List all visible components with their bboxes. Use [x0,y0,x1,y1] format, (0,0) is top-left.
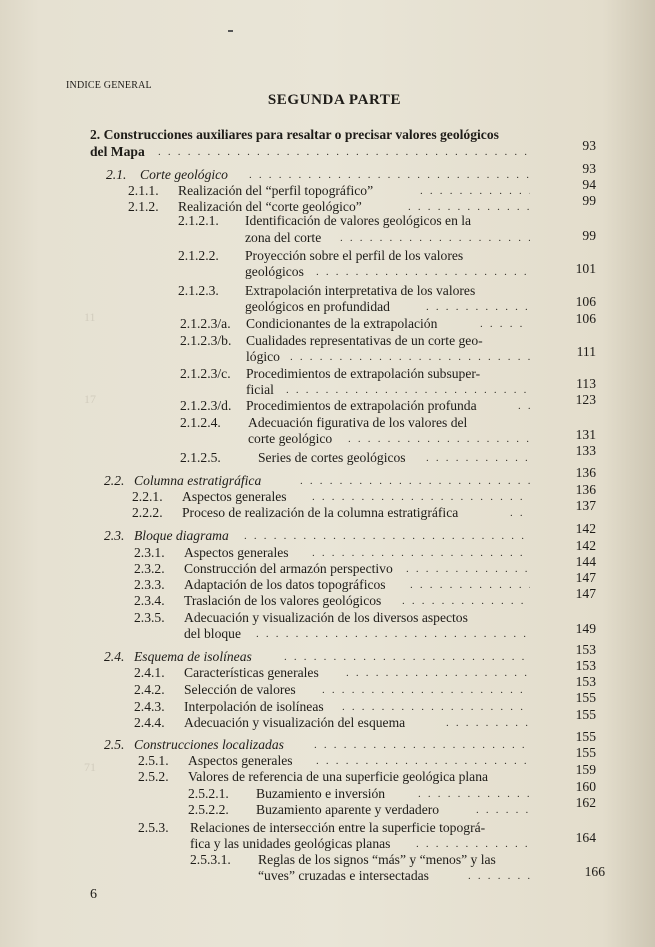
toc-page-number: 136 [575,465,596,480]
leader-dots [322,682,530,698]
toc-label: Traslación de los valores geológicos [184,593,382,608]
toc-code: 2.5.3.1. [190,852,231,867]
toc-label: Condicionantes de la extrapolación [246,316,438,331]
toc-code: 2.1.2.3/c. [180,366,231,381]
leader-dots [342,699,530,715]
toc-code: 2.2. [104,473,125,488]
toc-code: 2.4. [104,649,125,664]
toc-code: 2.3.5. [134,610,165,625]
toc-label: Construcción del armazón perspectivo [184,561,393,576]
toc-label: Realización del “corte geológico” [178,199,362,214]
toc-code: 2.5.3. [138,820,169,835]
leader-dots [518,398,530,414]
page-number: 6 [90,887,97,902]
toc-label-line2: geológicos en profundidad [245,299,390,314]
toc-page-number: 147 [575,586,596,601]
toc-page-number: 162 [575,795,596,810]
toc-label-line2: geológicos [245,264,304,279]
toc-label-line2: ficial [246,382,274,397]
leader-dots [314,737,530,753]
bleed-through: 71 [84,760,96,774]
toc-page-number: 123 [575,392,596,407]
leader-dots [406,561,530,577]
toc-code: 2.5.2.1. [188,786,229,801]
toc-label: Construcciones localizadas [134,737,284,752]
toc-label-line2: lógico [246,349,280,364]
bleed-through: 17 [84,392,96,406]
toc-code: 2.3.4. [134,593,165,608]
leader-dots [256,626,530,642]
toc-code: 2.1.2.5. [180,450,221,465]
toc-page-number: 113 [576,376,596,391]
toc-code: 2.5.1. [138,753,169,768]
toc-page-number: 153 [575,642,596,657]
leader-dots [312,489,530,505]
toc-code: 2.1.2.1. [178,213,219,228]
toc-label: Corte geológico [140,167,228,182]
toc-code: 2.2.1. [132,489,163,504]
chapter-title-line1: 2. Construcciones auxiliares para resaltar o precisar valores geológicos [90,127,499,142]
toc-label-line1: Cualidades representativas de un corte geo- [246,333,483,348]
toc-code: 2.4.4. [134,715,165,730]
toc-label: Procedimientos de extrapolación profunda [246,398,477,413]
toc-page-number: 153 [575,658,596,673]
leader-dots [468,868,530,884]
toc-code: 2.4.2. [134,682,165,697]
toc-page-number: 153 [575,674,596,689]
toc-label: Series de cortes geológicos [258,450,406,465]
print-mark [228,30,233,32]
toc-label-line2: zona del corte [245,230,322,245]
toc-page-number: 93 [582,161,596,176]
toc-label: Selección de valores [184,682,296,697]
toc-page-number: 160 [575,779,596,794]
toc-code: 2.1. [106,167,127,182]
leader-dots [284,649,530,665]
toc-page-number: 106 [575,294,596,309]
toc-label-line1: Identificación de valores geológicos en la [245,213,472,228]
toc-label: Valores de referencia de una superficie geológica plana [188,769,489,784]
leader-dots [410,577,530,593]
toc-label: Aspectos generales [182,489,287,504]
leader-dots [476,802,530,818]
toc-label-line1: Adecuación y visualización de los diversos aspectos [184,610,468,625]
toc-code: 2.2.2. [132,505,163,520]
toc-page-number: 99 [582,228,596,243]
leader-dots [480,316,530,332]
toc-page-number: 144 [575,554,596,569]
toc-code: 2.4.1. [134,665,165,680]
toc-page-number: 155 [575,745,596,760]
leader-dots [316,264,530,280]
chapter-title-line2: del Mapa [90,144,145,159]
toc-label: Realización del “perfil topográfico” [178,183,374,198]
leader-dots [244,528,530,544]
toc-label: Adecuación y visualización del esquema [184,715,406,730]
toc-label-line1: Reglas de los signos “más” y “menos” y las [258,852,496,867]
toc-page-number: 101 [575,261,596,276]
leader-dots [286,382,530,398]
toc-label: Bloque diagrama [134,528,229,543]
toc-code: 2.1.2.3/b. [180,333,232,348]
leader-dots [420,183,530,199]
toc-page-number: 136 [575,482,596,497]
toc-page-number: 142 [575,521,596,536]
toc-code: 2.4.3. [134,699,165,714]
toc-label-line2: “uves” cruzadas e intersectadas [258,868,429,883]
toc-label: Características generales [184,665,319,680]
toc-label-line1: Proyección sobre el perfil de los valores [245,248,464,263]
toc-code: 2.5. [104,737,125,752]
toc-page-number: 166 [584,864,605,879]
leader-dots [446,715,530,731]
toc-label: Aspectos generales [184,545,289,560]
toc-code: 2.1.2.3/a. [180,316,231,331]
toc-code: 2.1.2.3/d. [180,398,232,413]
leader-dots [290,349,530,365]
toc-label-line1: Adecuación figurativa de los valores del [248,415,468,430]
toc-code: 2.1.1. [128,183,159,198]
leader-dots [426,450,530,466]
toc-page-number: 94 [582,177,596,192]
toc-code: 2.1.2.4. [180,415,221,430]
toc-code: 2.1.2.3. [178,283,219,298]
leader-dots [418,786,530,802]
toc-page-number: 111 [576,344,596,359]
toc-code: 2.3. [104,528,125,543]
toc-code: 2.3.1. [134,545,165,560]
toc-label: Adaptación de los datos topográficos [184,577,386,592]
toc-page-number: 142 [575,538,596,553]
leader-dots [416,836,530,852]
bleed-through: 11 [84,310,96,324]
toc-page-number: 137 [575,498,596,513]
toc-code: 2.5.2.2. [188,802,229,817]
toc-label: Buzamiento aparente y verdadero [256,802,440,817]
toc-page-number: 106 [575,311,596,326]
toc-label-line1: Relaciones de intersección entre la superficie topográ- [190,820,486,835]
toc-label-line1: Procedimientos de extrapolación subsuper- [246,366,481,381]
leader-dots [300,473,530,489]
toc-code: 2.3.3. [134,577,165,592]
toc-label-line2: del bloque [184,626,242,641]
toc-label: Buzamiento e inversión [256,786,386,801]
chapter-page-number: 93 [582,138,596,153]
leader-dots [340,230,530,246]
leader-dots [346,665,530,681]
toc-page-number: 147 [575,570,596,585]
leader-dots [158,144,530,160]
leader-dots [249,167,530,183]
toc-label: Esquema de isolíneas [134,649,252,664]
toc-page-number: 133 [575,443,596,458]
toc-page-number: 155 [575,729,596,744]
toc-label-line2: fica y las unidades geológicas planas [190,836,391,851]
toc-page-number: 131 [575,427,596,442]
running-head: INDICE GENERAL [66,80,152,91]
toc-label-line1: Extrapolación interpretativa de los valores [245,283,476,298]
toc-code: 2.3.2. [134,561,165,576]
leader-dots [510,505,530,521]
toc-page-number: 155 [575,690,596,705]
leader-dots [402,593,530,609]
toc-label: Columna estratigráfica [134,473,262,488]
toc-page-number: 155 [575,707,596,722]
toc-page-number: 159 [575,762,596,777]
leader-dots [426,299,530,315]
leader-dots [348,431,530,447]
part-title: SEGUNDA PARTE [267,92,402,108]
leader-dots [316,753,530,769]
toc-page-number: 164 [575,830,596,845]
toc-code: 2.1.2.2. [178,248,219,263]
toc-label: Interpolación de isolíneas [184,699,324,714]
toc-code: 2.5.2. [138,769,169,784]
toc-code: 2.1.2. [128,199,159,214]
toc-page-number: 149 [575,621,596,636]
leader-dots [312,545,530,561]
toc-label: Aspectos generales [188,753,293,768]
toc-page-number: 99 [582,193,596,208]
toc-label-line2: corte geológico [248,431,333,446]
toc-label: Proceso de realización de la columna estratigráfica [182,505,459,520]
